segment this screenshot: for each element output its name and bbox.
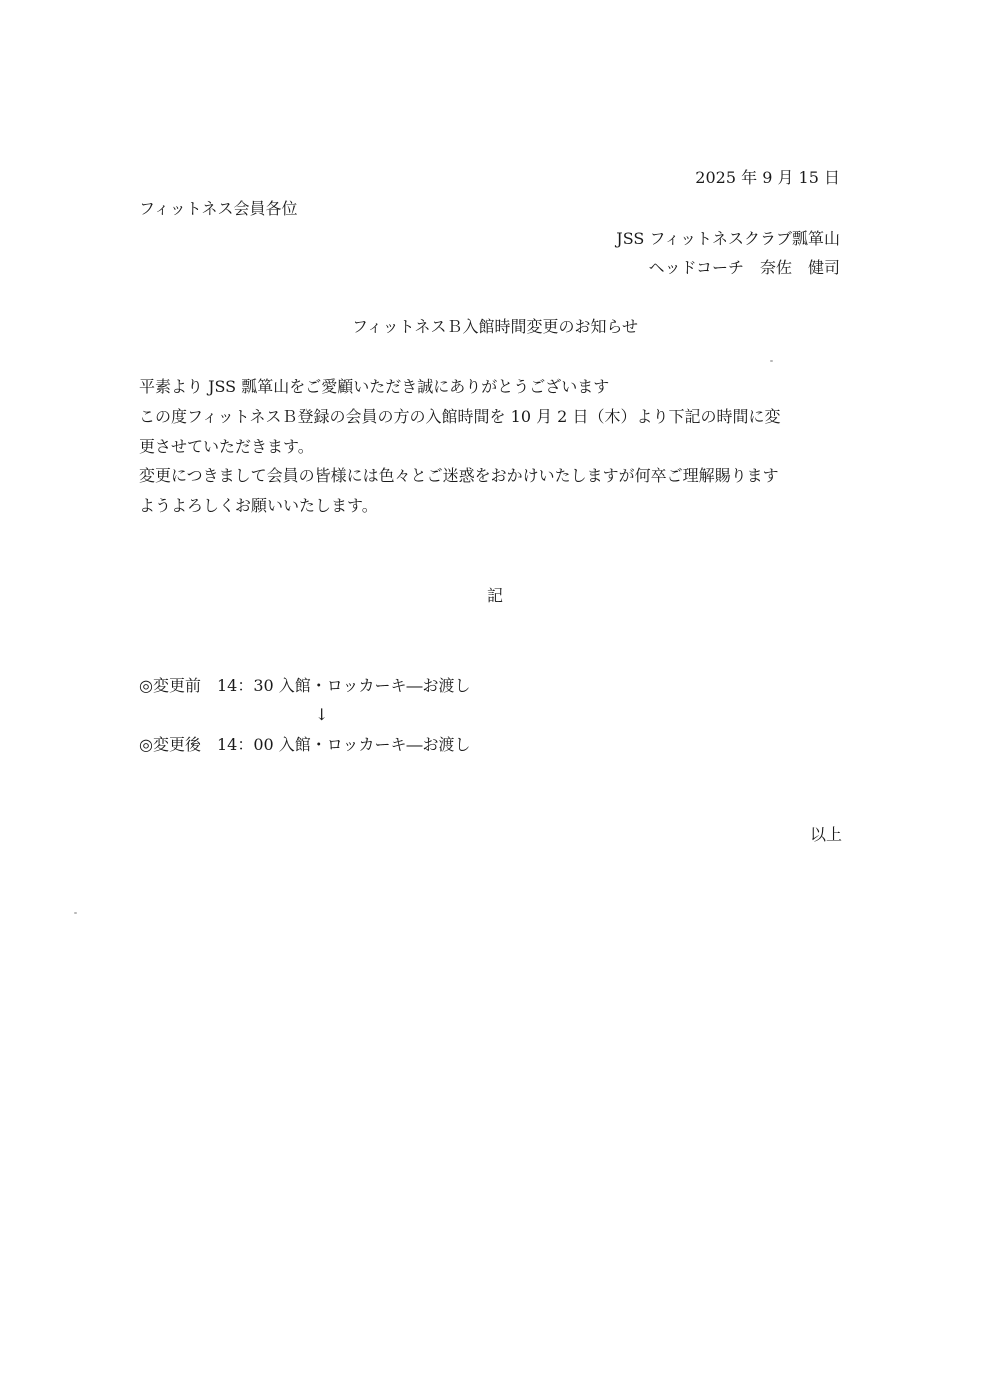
body-line-5: ようよろしくお願いいたします。 (139, 496, 378, 515)
schedule-before: ◎変更前 14：30 入館・ロッカーキ―お渡し (139, 676, 471, 695)
scan-speck (770, 360, 773, 362)
sender-organization: JSS フィットネスクラブ瓢箪山 (616, 229, 840, 248)
closing-ijo: 以上 (809, 825, 842, 844)
body-line-1: 平素より JSS 瓢箪山をご愛顧いただき誠にありがとうございます (139, 377, 610, 396)
body-line-3: 更させていただきます。 (139, 437, 314, 456)
body-line-4: 変更につきまして会員の皆様には色々とご迷惑をおかけいたしますが何卒ご理解賜ります (139, 466, 779, 485)
document-title: フィットネスＢ入館時間変更のお知らせ (351, 317, 639, 336)
issue-date: 2025 年 9 月 15 日 (695, 168, 840, 187)
schedule-after: ◎変更後 14：00 入館・ロッカーキ―お渡し (139, 735, 471, 754)
ki-heading: 記 (486, 586, 503, 605)
sender-person: ヘッドコーチ 奈佐 健司 (648, 258, 840, 277)
scan-speck (74, 912, 77, 914)
body-line-2: この度フィットネスＢ登録の会員の方の入館時間を 10 月 2 日（木）より下記の時間に変 (139, 407, 781, 426)
recipient-line: フィットネス会員各位 (139, 199, 298, 218)
down-arrow-icon: ↓ (315, 705, 329, 724)
